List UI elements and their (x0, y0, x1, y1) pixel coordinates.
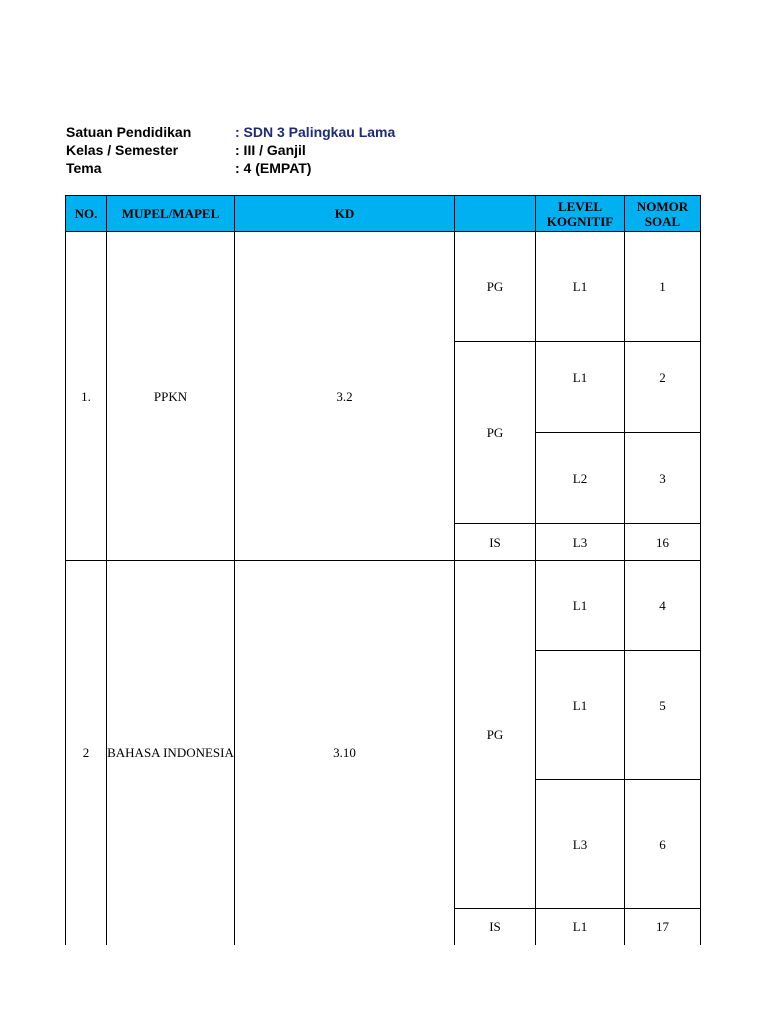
cell-nomor: 4 (625, 561, 701, 651)
cell-nomor: 17 (625, 909, 701, 945)
cell-bentuk: PG (455, 232, 536, 342)
cell-nomor (625, 651, 701, 780)
cell-mapel: BAHASA INDONESIA (107, 561, 235, 945)
cell-level (536, 651, 625, 780)
column-header-bentuk (455, 196, 536, 232)
level-text: L1 (572, 697, 588, 713)
kelas-semester-label: Kelas / Semester (66, 142, 179, 158)
cell-bentuk: IS (455, 524, 536, 561)
cell-nomor: 6 (625, 780, 701, 909)
cell-nomor: 1 (625, 232, 701, 342)
cell-no: 1. (66, 232, 107, 561)
nomor-text: 2 (659, 369, 666, 385)
cell-nomor: 3 (625, 433, 701, 524)
table-header-row (66, 196, 701, 232)
satuan-pendidikan-value: : SDN 3 Palingkau Lama (235, 124, 396, 140)
column-header-kd: KD (235, 196, 455, 232)
cell-nomor (625, 342, 701, 433)
satuan-pendidikan-label: Satuan Pendidikan (66, 124, 192, 140)
cell-level: L1 (536, 232, 625, 342)
tema-value: : 4 (EMPAT) (235, 160, 312, 176)
tema-label: Tema (66, 160, 102, 176)
level-text: L1 (572, 369, 588, 385)
cell-nomor: 16 (625, 524, 701, 561)
cell-kd: 3.2 (235, 232, 455, 561)
kisi-kisi-table (65, 195, 701, 945)
cell-no: 2 (66, 561, 107, 945)
cell-bentuk: PG (455, 342, 536, 524)
cell-level: L3 (536, 524, 625, 561)
cell-bentuk: PG (455, 561, 536, 909)
table-row (66, 232, 701, 342)
column-header-nomor: NOMOR SOAL (625, 196, 701, 232)
table-row (66, 561, 701, 651)
cell-level (536, 342, 625, 433)
cell-mapel: PPKN (107, 232, 235, 561)
column-header-mapel: MUPEL/MAPEL (107, 196, 235, 232)
kelas-semester-value: : III / Ganjil (235, 142, 306, 158)
cell-level: L1 (536, 561, 625, 651)
column-header-no: NO. (66, 196, 107, 232)
nomor-text: 5 (659, 697, 666, 713)
cell-bentuk: IS (455, 909, 536, 945)
cell-kd: 3.10 (235, 561, 455, 945)
cell-level: L3 (536, 780, 625, 909)
cell-level: L1 (536, 909, 625, 945)
column-header-level: LEVEL KOGNITIF (536, 196, 625, 232)
cell-level: L2 (536, 433, 625, 524)
